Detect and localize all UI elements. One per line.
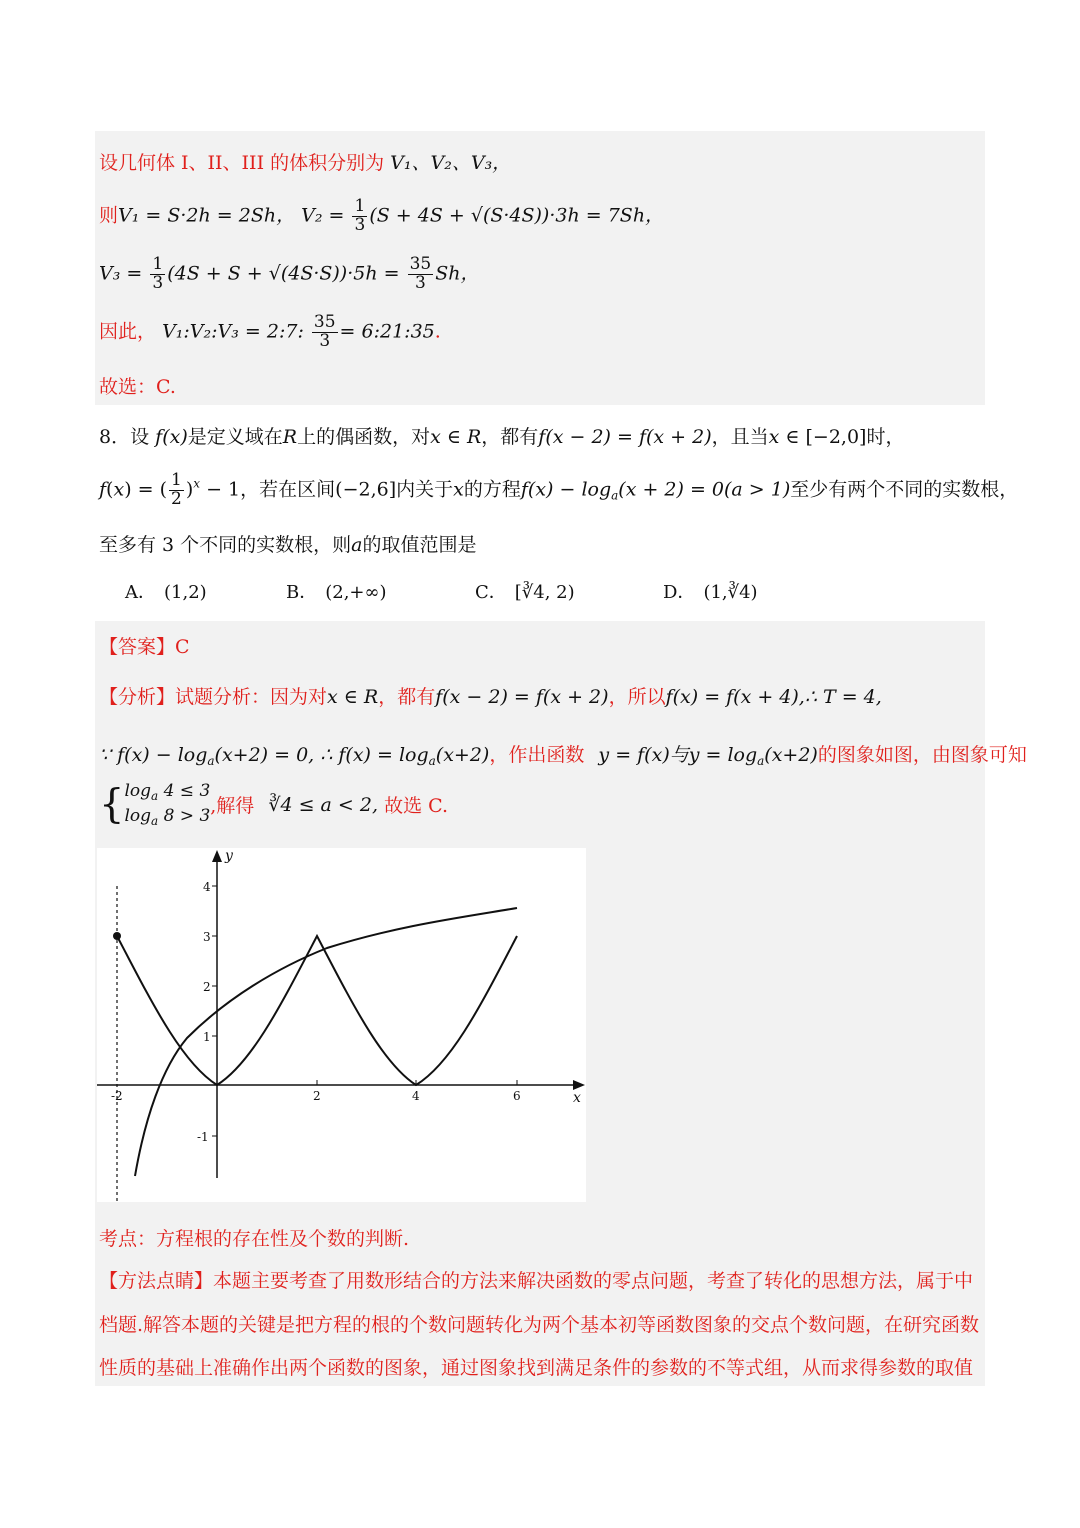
answer-line: 【答案】C [99,636,190,658]
analysis-line-1: 【分析】试题分析：因为对x ∈ R，都有f(x − 2) = f(x + 2)，所以f(x) = f(x + 4),∴ T = 4, [99,686,882,708]
method-line-2: 档题.解答本题的关键是把方程的根的个数问题转化为两个基本初等函数图象的交点个数问题，在研究函数 [99,1314,980,1336]
solution-line-1: 设几何体 I、II、III 的体积分别为 V₁、V₂、V₃， [99,152,512,174]
question-line-2: f(x) = ( $\frac{1}{2}$ )$^x$ − 1，若在区间(−2,6]内关于x的方程$f(x) - \log_a(x + 2) = 0(a > 1)$至少有两个不同的实数根， [99,470,1019,509]
solution-line-4: 因此， V₁:V₂:V₃ = 2:7: $\frac{35}{3}$ = 6:21:35. [99,312,441,351]
solution-line-2: 则V₁ = S·2h = 2Sh， V₂ = $\frac{1}{3}$ (S + 4S + √(S·4S))·3h = 7Sh， [99,196,665,235]
inequality-system: $\log_a 4 \le 3$ $\log_a 8 > 3$ [124,781,211,828]
option-b: B． (2,+∞) [286,582,387,603]
x-axis-arrow [573,1080,585,1090]
y-tick-3: 3 [203,930,211,944]
solution-line-5: 故选：C. [99,376,176,398]
graph-svg [97,848,586,1202]
x-tick-6: 6 [513,1089,521,1103]
kaodian-line: 考点：方程根的存在性及个数的判断. [99,1228,410,1250]
x-tick-4: 4 [412,1089,420,1103]
y-tick-neg1: -1 [197,1130,209,1144]
fraction-one-third-b: $\frac{1}{3}$ [152,254,164,293]
fraction-35-3: $\frac{35}{3}$ [409,254,432,293]
log-curve [135,908,517,1176]
f-curve [117,936,517,1085]
y-tick-1: 1 [203,1030,211,1044]
method-line-1: 【方法点睛】本题主要考查了用数形结合的方法来解决函数的零点问题，考查了转化的思想方法，属于中 [99,1270,974,1292]
option-a: A． (1,2) [125,582,207,603]
endpoint-dot [113,932,121,940]
y-axis-label: y [225,848,233,864]
function-graph [97,848,586,1202]
fraction-one-third: $\frac{1}{3}$ [354,196,366,235]
analysis-line-3: { $\log_a 4 \le 3$ $\log_a 8 > 3$ ,解得 ∛4 ≤ a < 2, 故选 C. [99,781,449,828]
y-tick-2: 2 [203,980,211,994]
fraction-one-half: $\frac{1}{2}$ [171,470,182,509]
option-d: D． (1,∛4) [663,582,758,603]
x-tick-neg2: -2 [111,1089,123,1103]
question-line-1: 8．设 f(x)是定义域在R上的偶函数，对x ∈ R，都有f(x − 2) = f(x + 2)，且当x ∈ [−2,0]时， [99,426,905,448]
analysis-line-2: ∵ $f(x) - \log_a(x+2) = 0$, ∴ $f(x) = \log_a(x+2)$，作出函数 y = f(x)与$y = \log_a(x+2)$的图象如图，由图象可知 [99,744,1027,768]
y-axis-arrow [212,850,222,862]
question-line-3: 至多有 3 个不同的实数根，则a的取值范围是 [99,534,477,556]
x-tick-2: 2 [313,1089,321,1103]
solution-line-3: V₃ = $\frac{1}{3}$ (4S + S + √(4S·S))·5h = $\frac{35}{3}$ Sh， [99,254,480,293]
y-tick-4: 4 [203,880,211,894]
option-c: C． [∛4, 2) [475,582,575,603]
x-axis-label: x [573,1090,581,1106]
method-line-3: 性质的基础上准确作出两个函数的图象，通过图象找到满足条件的参数的不等式组，从而求得参数的取值 [99,1357,974,1379]
fraction-35-3-b: $\frac{35}{3}$ [313,312,336,351]
